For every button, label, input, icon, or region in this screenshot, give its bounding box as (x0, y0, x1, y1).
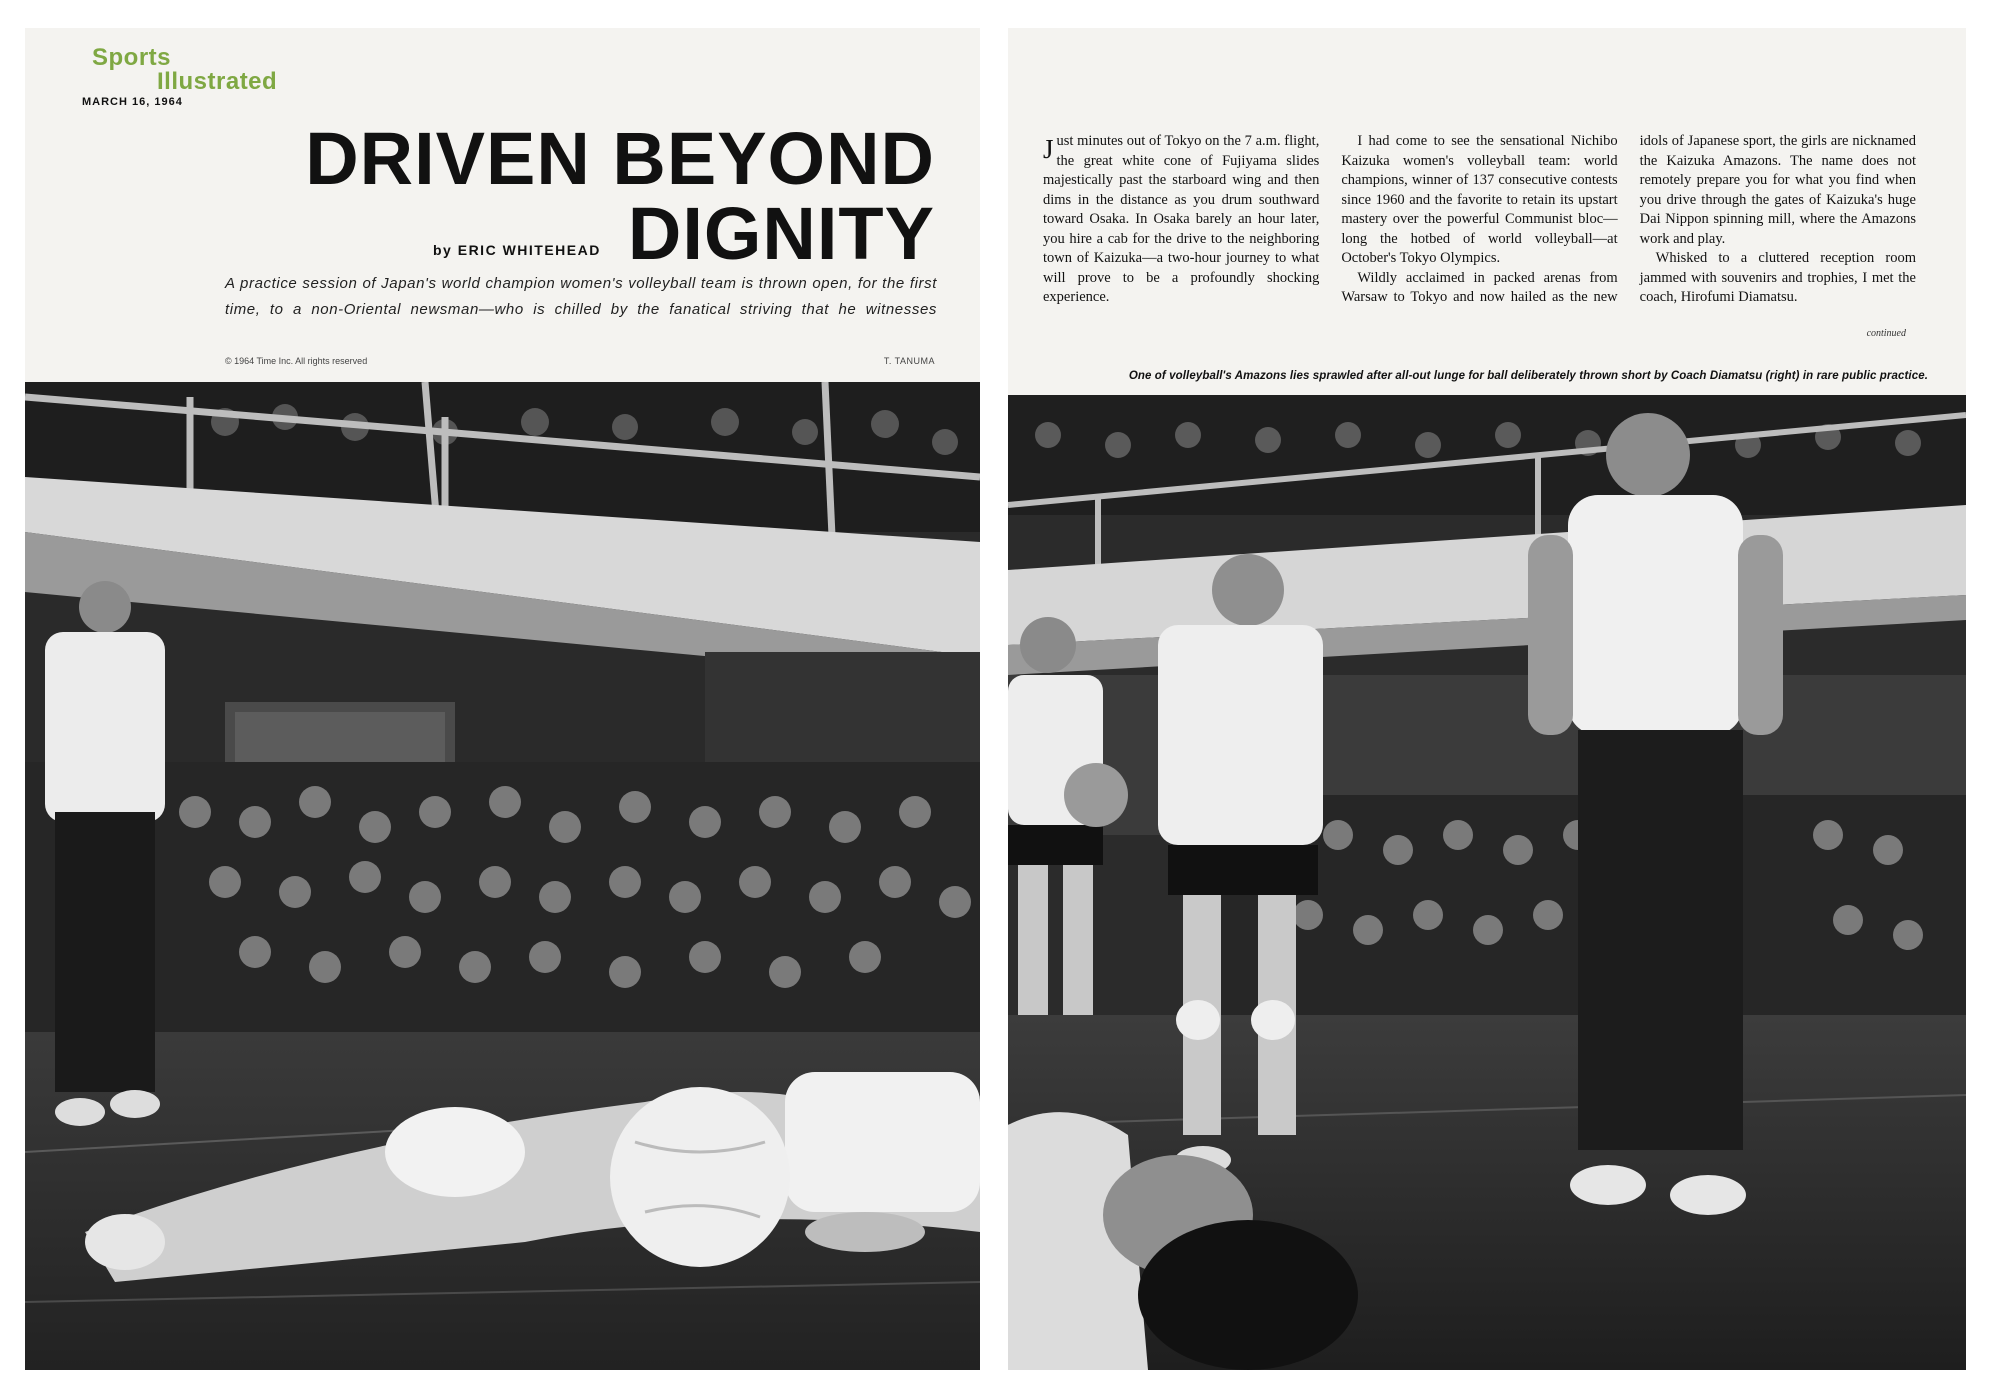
left-page (25, 28, 980, 1370)
paragraph-1: Just minutes out of Tokyo on the 7 a.m. flight, the great white cone of Fujiyama slides majestically past the starboard wing and then dims in the distance as you drum southward toward Osaka. In Osaka barely an hour later, you hire a cab for the drive to the neighboring town of Kaizuka—a two-hour journey to what will prove to be a profoundly shocking experience. (1043, 133, 1320, 305)
practice-scene-illustration (1008, 395, 1966, 1370)
paragraph-2: I had come to see the sensational Nichibo Kaizuka women's volleyball team: world champions, winner of 137 consecutive contests since 1960 and the favorite to retain its upstart mastery over the powerful Communist bloc—long the hotbed of world volleyball—at October's Tokyo Olympics. (1341, 133, 1618, 266)
paragraph-3: Wildly acclaimed in packed arenas from Warsaw to Tokyo and now hailed as the new idols of Japanese sport, the girls are nicknamed the Kaizuka Amazons. The name does not remotely prepare you for what you find when you drive through the gates of Kaizuka's huge Dai Nippon spinning mill, where the Amazons work and play. (1341, 133, 1916, 305)
copyright-notice: © 1964 Time Inc. All rights reserved (225, 356, 368, 366)
continued-label: continued (1866, 328, 1906, 339)
byline: by ERIC WHITEHEAD (433, 242, 601, 258)
volleyball-ball (610, 1087, 790, 1267)
standing-coach-figure (45, 581, 165, 1126)
article-dek: A practice session of Japan's world champion women's volleyball team is thrown open, for the first time, to a non-Oriental newsman—who is chilled by the fanatical striving that he witnesses (225, 275, 937, 318)
masthead-illustrated: Illustrated (157, 68, 278, 95)
paragraph-4: Whisked to a cluttered reception room jammed with souvenirs and trophies, I met the coach, Hirofumi Diamatsu. (1639, 250, 1916, 305)
volleyball-photo-left (25, 382, 980, 1370)
drop-cap: J (1043, 134, 1054, 164)
gym-scene-illustration (25, 382, 980, 1370)
article-body (1043, 132, 1916, 308)
photo-caption: One of volleyball's Amazons lies sprawled after all-out lunge for ball deliberately thrown short by Coach Diamatsu (right) in rare public practice. (1128, 370, 1928, 382)
photo-credit: T. TANUMA (883, 356, 935, 366)
issue-date: MARCH 16, 1964 (82, 96, 183, 108)
masthead-sports: Sports (92, 44, 172, 71)
headline-line-1: DRIVEN BEYOND (305, 117, 935, 200)
right-page (1008, 28, 1966, 1370)
headline-line-2: DIGNITY (627, 192, 935, 275)
volleyball-photo-right (1008, 395, 1966, 1370)
